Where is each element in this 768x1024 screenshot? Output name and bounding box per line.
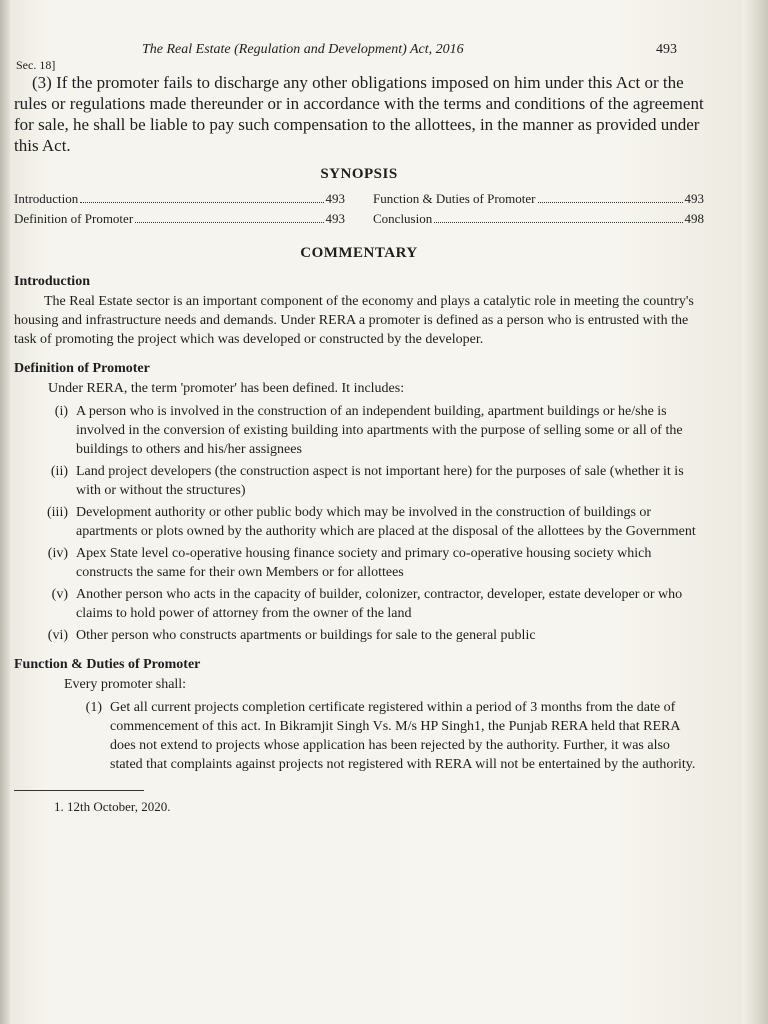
running-title: The Real Estate (Regulation and Development) Act, 2016 <box>142 42 464 57</box>
synopsis-entry <box>14 191 345 207</box>
introduction-text: The Real Estate sector is an important component of the economy and plays a catalytic role in meeting the country's housing and infrastructure needs and demands. Under RERA a promoter is defined as a person who is entrusted with the task of promoting the project which was developed or constructed by the developer. <box>14 294 694 347</box>
list-item-number: (iii) <box>47 505 68 520</box>
footnote: 1. 12th October, 2020. <box>54 799 171 814</box>
functions-intro: Every promoter shall: <box>64 677 187 692</box>
synopsis-entry <box>373 211 704 227</box>
list-item <box>14 402 704 459</box>
section-label: Sec. 18] <box>16 58 56 72</box>
leader-dots <box>434 222 682 223</box>
leader-dots <box>135 222 323 223</box>
list-item-number: (1) <box>85 700 102 715</box>
synopsis-entry-label: Introduction <box>14 191 79 206</box>
list-item-number: (vi) <box>47 628 68 643</box>
synopsis-heading: SYNOPSIS <box>320 166 398 182</box>
synopsis-entry-page: 493 <box>325 191 345 206</box>
commentary-heading: COMMENTARY <box>300 245 418 261</box>
functions-heading: Function & Duties of Promoter <box>14 657 201 672</box>
leader-dots <box>538 202 683 203</box>
list-item-number: (i) <box>54 404 68 419</box>
list-item-text: Get all current projects completion certificate registered within a period of 3 months from the date of commencement of this act. In Bikramjit Singh Vs. M/s HP Singh1, the Punjab RERA held that RERA does not extend to projects whose application has been rejected by the authority. Further, it was also stated that complaints against projects not registered with RERA will not be entertained by the authority. <box>110 700 696 772</box>
functions-list <box>14 698 704 774</box>
page-right-edge <box>742 0 768 1024</box>
synopsis-entry <box>14 211 345 227</box>
list-item-number: (v) <box>51 587 68 602</box>
list-item-text: Other person who constructs apartments or buildings for sale to the general public <box>76 628 536 643</box>
introduction-heading: Introduction <box>14 274 90 289</box>
leader-dots <box>80 202 323 203</box>
synopsis-entry <box>373 191 704 207</box>
list-item <box>14 503 704 541</box>
definition-list <box>14 402 704 645</box>
synopsis-entry-label: Conclusion <box>373 211 433 226</box>
footnote-rule <box>14 790 144 791</box>
list-item-text: Apex State level co-operative housing finance society and primary co-operative housing society which constructs the same for their own Members or for allottees <box>76 546 652 580</box>
list-item-text: Development authority or other public body which may be involved in the construction of buildings or apartments or plots owned by the authority which are placed at the disposal of the allottees by the Government <box>76 505 696 539</box>
definition-intro: Under RERA, the term 'promoter' has been defined. It includes: <box>48 381 405 396</box>
list-item <box>14 462 704 500</box>
page-binding-edge <box>0 0 10 1024</box>
list-item-number: (ii) <box>50 464 68 479</box>
list-item-number: (iv) <box>47 546 68 561</box>
list-item <box>14 626 704 645</box>
definition-heading: Definition of Promoter <box>14 361 150 376</box>
synopsis-entry-label: Function & Duties of Promoter <box>373 191 536 206</box>
running-header <box>14 36 704 72</box>
synopsis-table <box>14 191 704 227</box>
synopsis-entry-label: Definition of Promoter <box>14 211 134 226</box>
list-item <box>14 585 704 623</box>
page-content <box>14 36 704 815</box>
synopsis-entry-page: 493 <box>684 191 704 206</box>
page-number: 493 <box>656 42 677 57</box>
opening-paragraph: (3) If the promoter fails to discharge any other obligations imposed on him under this Act or the rules or regulations made thereunder or in accordance with the terms and conditions of the agreement for sale, he shall be liable to pay such compensation to the allottees, in the manner as provided under this Act. <box>14 73 704 155</box>
synopsis-entry-page: 498 <box>684 211 704 226</box>
list-item <box>14 544 704 582</box>
list-item-text: A person who is involved in the construction of an independent building, apartment buildings or he/she is involved in the conversion of existing building into apartments with the purpose of selling some or all of the buildings to others and his/her assignees <box>76 404 683 457</box>
synopsis-entry-page: 493 <box>325 211 345 226</box>
list-item-text: Land project developers (the construction aspect is not important here) for the purposes of sale (whether it is with or without the structures) <box>76 464 684 498</box>
list-item-text: Another person who acts in the capacity of builder, colonizer, contractor, developer, estate developer or who claims to hold power of attorney from the owner of the land <box>76 587 683 621</box>
list-item <box>14 698 704 774</box>
